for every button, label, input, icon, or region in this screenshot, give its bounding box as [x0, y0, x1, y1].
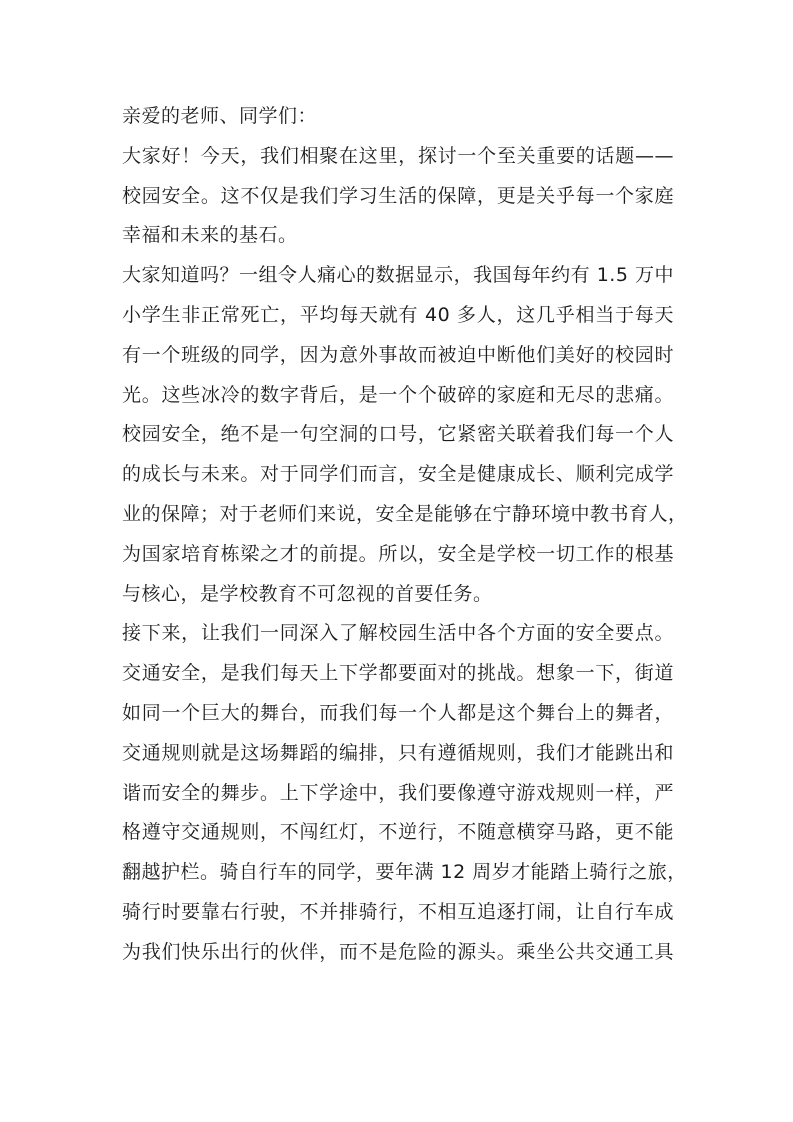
text-line: 大家知道吗？一组令人痛心的数据显示，我国每年约有 1.5 万中	[122, 264, 674, 287]
text-line: 翻越护栏。骑自行车的同学，要年满 12 周岁才能踏上骑行之旅，	[122, 861, 687, 884]
text-line: 交通规则就是这场舞蹈的编排，只有遵循规则，我们才能跳出和	[122, 741, 674, 764]
text-line: 小学生非正常死亡，平均每天就有 40 多人，这几乎相当于每天	[122, 303, 674, 326]
text-line: 有一个班级的同学，因为意外事故而被迫中断他们美好的校园时	[122, 343, 674, 366]
text-line: 谐而安全的舞步。上下学途中，我们要像遵守游戏规则一样，严	[122, 781, 674, 804]
text-line: 业的保障；对于老师们来说，安全是能够在宁静环境中教书育人，	[122, 502, 688, 525]
document-page	[122, 97, 688, 973]
text-line: 为国家培育栋梁之才的前提。所以，安全是学校一切工作的根基	[122, 542, 674, 565]
text-line: 的成长与未来。对于同学们而言，安全是健康成长、顺利完成学	[122, 463, 674, 486]
text-line: 交通安全，是我们每天上下学都要面对的挑战。想象一下，街道	[122, 662, 674, 685]
text-line: 与核心，是学校教育不可忽视的首要任务。	[122, 582, 493, 605]
text-line: 幸福和未来的基石。	[122, 224, 298, 247]
text-line: 格遵守交通规则，不闯红灯，不逆行，不随意横穿马路，更不能	[122, 821, 674, 844]
text-line: 为我们快乐出行的伙伴，而不是危险的源头。乘坐公共交通工具	[122, 940, 674, 963]
text-line: 校园安全。这不仅是我们学习生活的保障，更是关乎每一个家庭	[122, 184, 674, 207]
text-line: 光。这些冰冷的数字背后，是一个个破碎的家庭和无尽的悲痛。	[122, 383, 674, 406]
text-line: 校园安全，绝不是一句空洞的口号，它紧密关联着我们每一个人	[122, 423, 674, 446]
text-line: 接下来，让我们一同深入了解校园生活中各个方面的安全要点。	[122, 622, 674, 645]
text-line: 骑行时要靠右行驶，不并排骑行，不相互追逐打闹，让自行车成	[122, 900, 674, 923]
text-line: 如同一个巨大的舞台，而我们每一个人都是这个舞台上的舞者，	[122, 701, 674, 724]
greeting-line: 亲爱的老师、同学们：	[122, 105, 318, 127]
text-line: 大家好！今天，我们相聚在这里，探讨一个至关重要的话题——	[122, 144, 674, 167]
